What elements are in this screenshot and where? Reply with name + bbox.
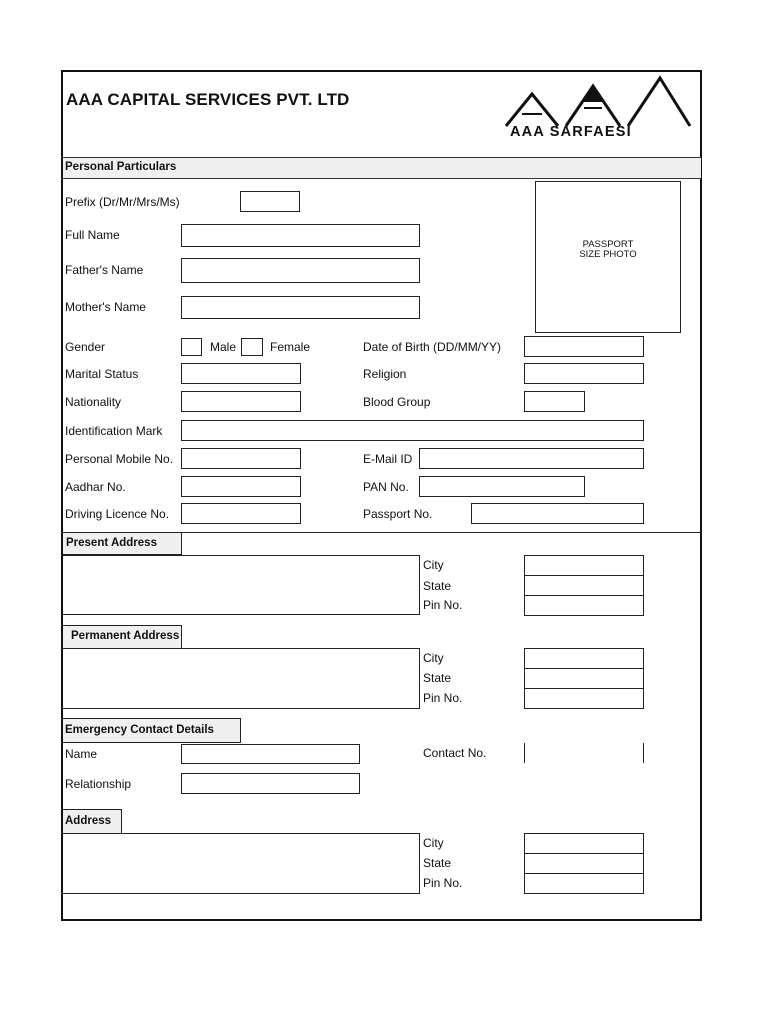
present-city-label: City [423,558,444,572]
company-logo [500,74,694,142]
blood-group-field[interactable] [524,391,585,412]
permanent-address-tab: Permanent Address [63,625,182,649]
relationship-label: Relationship [65,777,132,791]
passport-photo-label: PASSPORT SIZE PHOTO [579,239,637,260]
permanent-city-label: City [423,651,444,665]
mothers-name-label: Mother's Name [65,300,146,314]
identification-mark-label: Identification Mark [65,424,163,438]
mothers-name-field[interactable] [181,296,420,319]
present-pin-field[interactable] [524,595,644,616]
emergency-city-label: City [423,836,444,850]
driving-licence-label: Driving Licence No. [65,507,170,521]
male-label: Male [210,340,237,354]
email-label: E-Mail ID [363,452,413,466]
nationality-label: Nationality [65,395,122,409]
present-address-field[interactable] [63,555,420,615]
emergency-address-field[interactable] [63,833,420,894]
emergency-state-label: State [423,856,452,870]
present-pin-label: Pin No. [423,598,463,612]
dob-field[interactable] [524,336,644,357]
permanent-pin-field[interactable] [524,688,644,709]
female-checkbox[interactable] [241,338,263,356]
aadhar-label: Aadhar No. [65,480,126,494]
pan-label: PAN No. [363,480,409,494]
nationality-field[interactable] [181,391,301,412]
full-name-field[interactable] [181,224,420,247]
logo-text: AAA SARFAESI [510,124,632,140]
contact-no-label: Contact No. [423,746,487,760]
email-field[interactable] [419,448,644,469]
marital-status-label: Marital Status [65,367,139,381]
emergency-name-label: Name [65,747,98,761]
emergency-pin-field[interactable] [524,873,644,894]
permanent-state-label: State [423,671,452,685]
marital-status-field[interactable] [181,363,301,384]
permanent-pin-label: Pin No. [423,691,463,705]
dob-label: Date of Birth (DD/MM/YY) [363,340,502,354]
full-name-label: Full Name [65,228,120,242]
emergency-name-field[interactable] [181,744,360,764]
passport-field[interactable] [471,503,644,524]
emergency-pin-label: Pin No. [423,876,463,890]
fathers-name-field[interactable] [181,258,420,283]
fathers-name-label: Father's Name [65,263,144,277]
gender-label: Gender [65,340,106,354]
present-address-tab: Present Address [63,532,182,555]
contact-no-field[interactable] [524,743,644,763]
passport-photo-box[interactable] [535,181,681,333]
religion-label: Religion [363,367,407,381]
prefix-field[interactable] [240,191,300,212]
mobile-field[interactable] [181,448,301,469]
permanent-city-field[interactable] [524,648,644,669]
religion-field[interactable] [524,363,644,384]
section-personal-particulars [63,157,701,179]
emergency-city-field[interactable] [524,833,644,854]
emergency-address-tab: Address [63,809,122,834]
female-label: Female [270,340,311,354]
present-state-label: State [423,579,452,593]
section-title: Personal Particulars [65,161,177,173]
passport-label: Passport No. [363,507,433,521]
permanent-state-field[interactable] [524,668,644,689]
male-checkbox[interactable] [181,338,202,356]
mobile-label: Personal Mobile No. [65,452,174,466]
relationship-field[interactable] [181,773,360,794]
pan-field[interactable] [419,476,585,497]
company-name: AAA CAPITAL SERVICES PVT. LTD [66,90,350,109]
prefix-label: Prefix (Dr/Mr/Mrs/Ms) [65,195,180,209]
identification-mark-field[interactable] [181,420,644,441]
present-state-field[interactable] [524,575,644,596]
driving-licence-field[interactable] [181,503,301,524]
aadhar-field[interactable] [181,476,301,497]
emergency-state-field[interactable] [524,853,644,874]
emergency-contact-tab: Emergency Contact Details [63,718,241,743]
present-city-field[interactable] [524,555,644,576]
blood-group-label: Blood Group [363,395,431,409]
permanent-address-field[interactable] [63,648,420,709]
